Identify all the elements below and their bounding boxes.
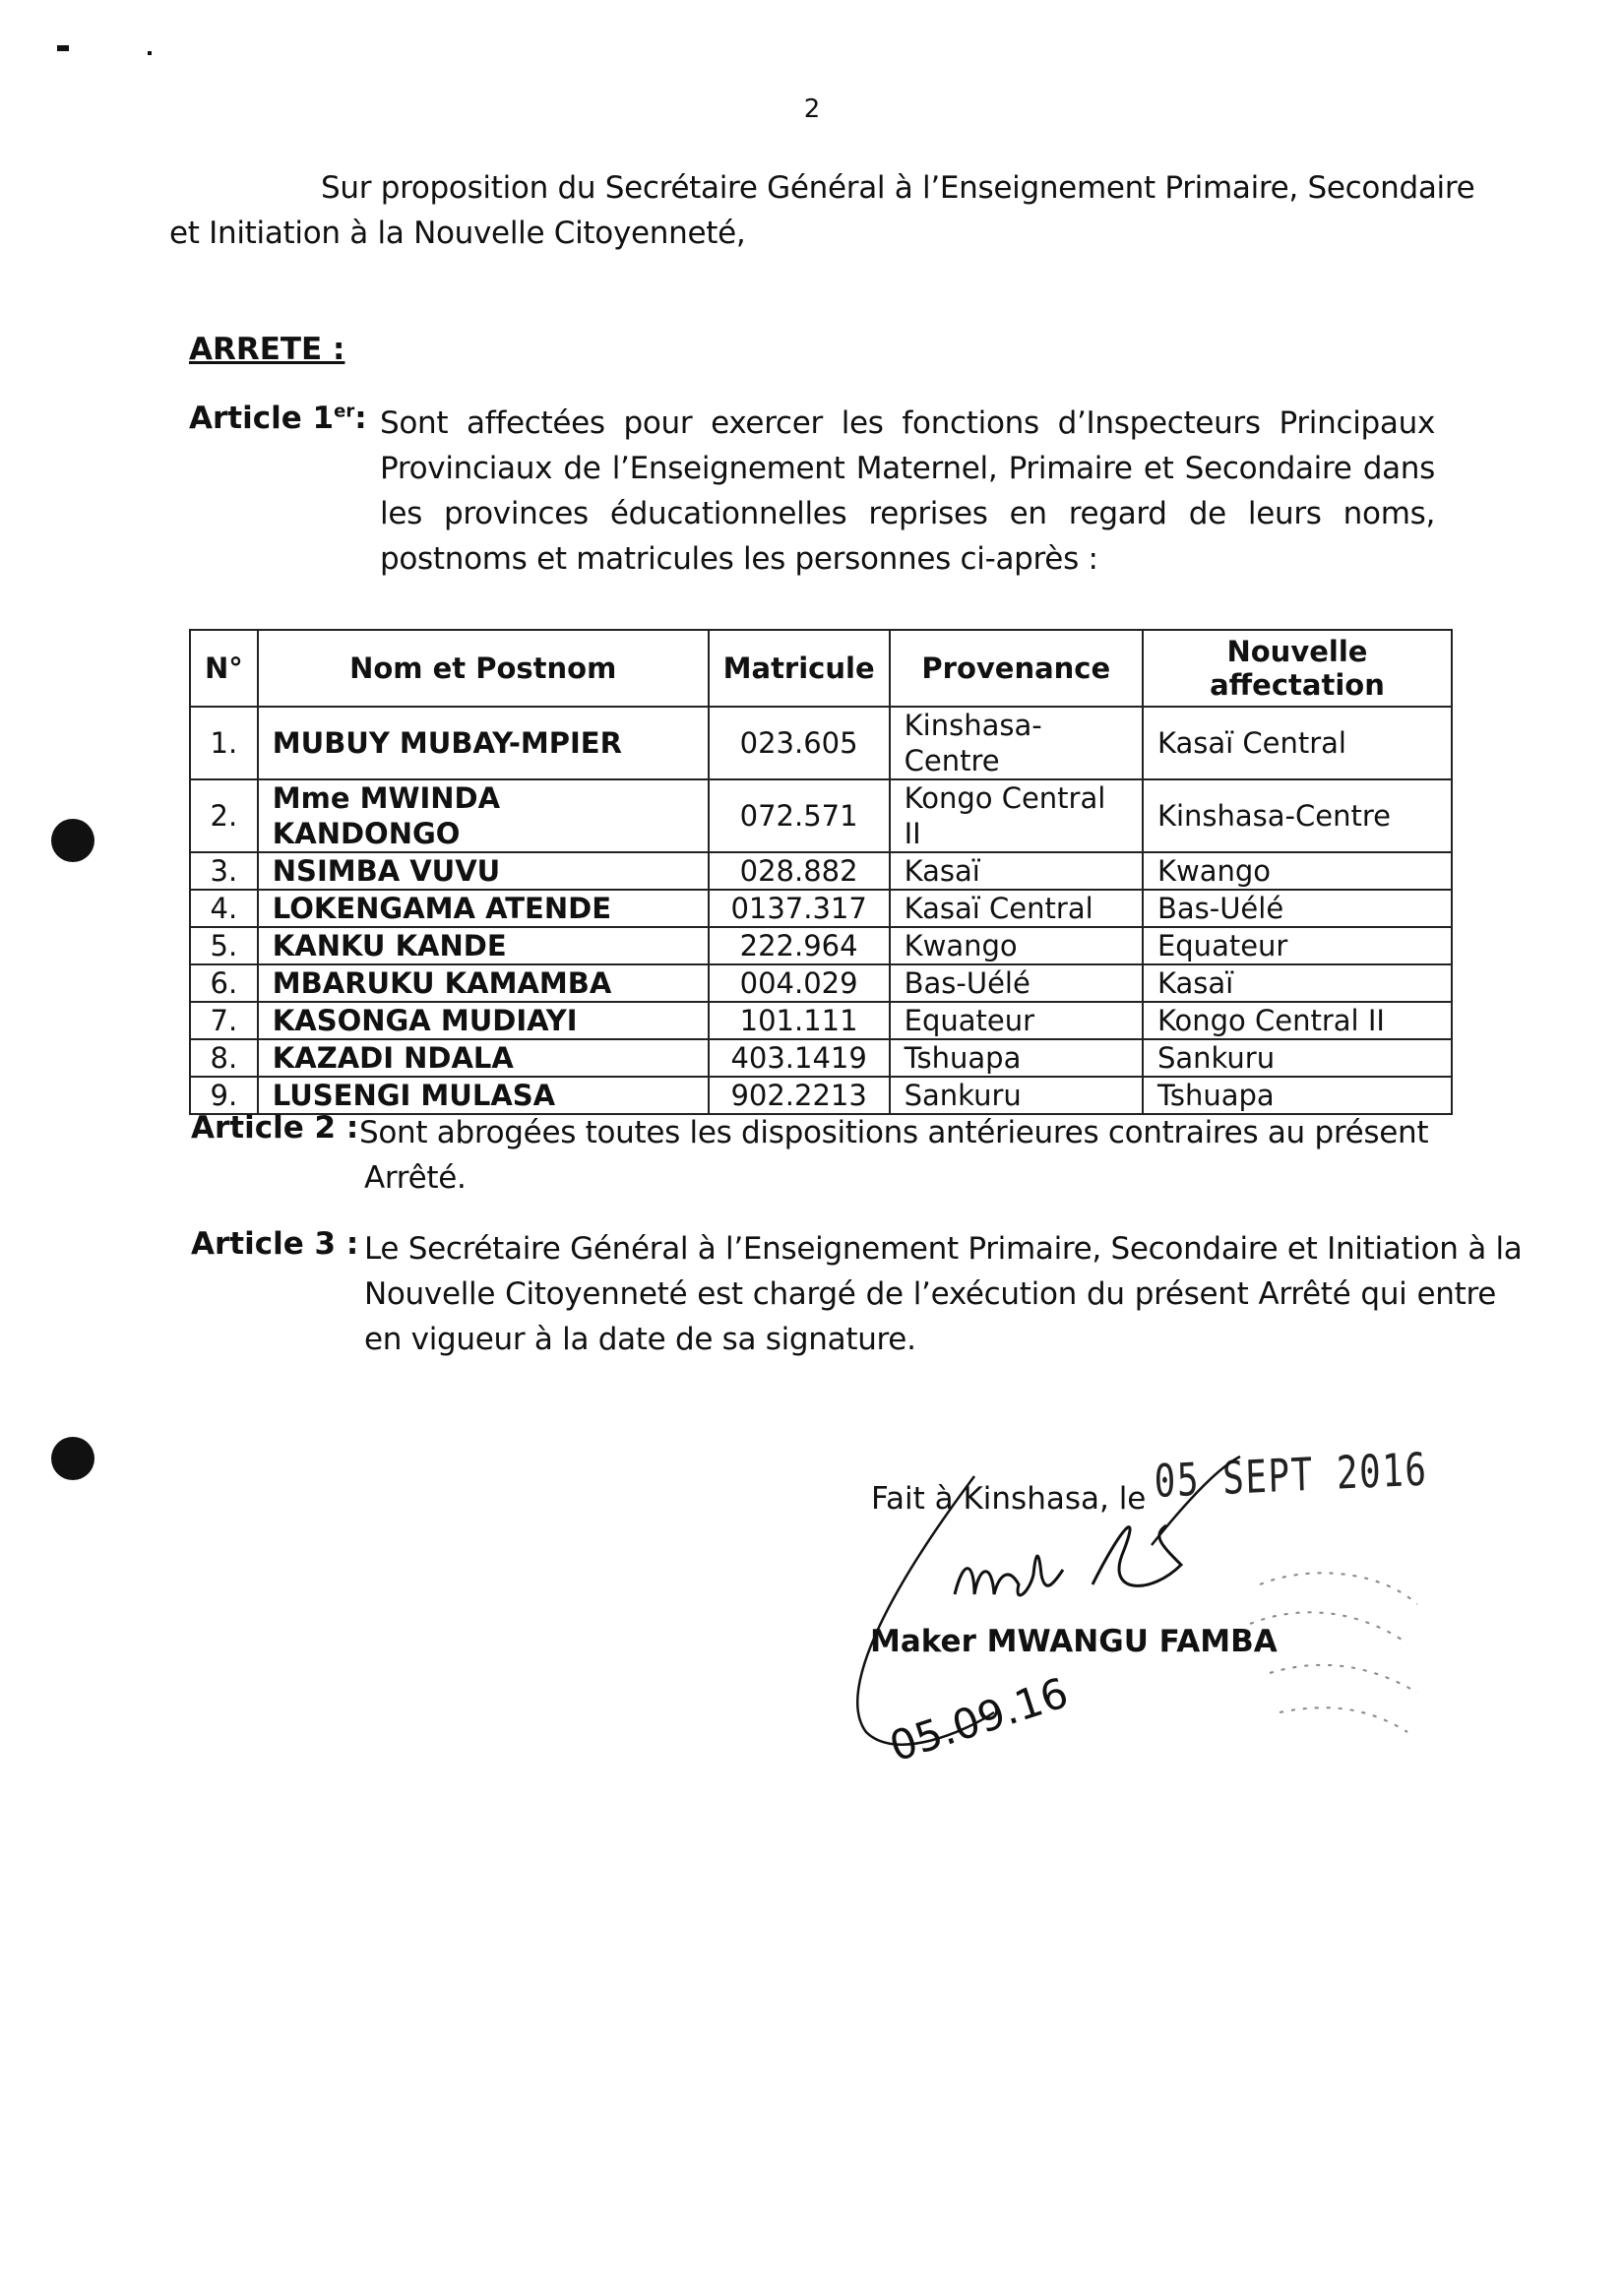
scan-artifact: [148, 51, 152, 55]
cell-name: KASONGA MUDIAYI: [258, 1002, 709, 1039]
decree-heading: ARRETE :: [189, 332, 345, 367]
table-row: [190, 1039, 1452, 1077]
cell-name: Mme MWINDA KANDONGO: [258, 779, 709, 852]
cell-affectation: Tshuapa: [1143, 1077, 1452, 1114]
scan-artifact: [57, 45, 69, 51]
table-header-row: [190, 630, 1452, 707]
article-3-text: [364, 1226, 1523, 1362]
cell-affectation: Equateur: [1143, 927, 1452, 964]
cell-affectation: Kasaï Central: [1143, 707, 1452, 779]
table-row: [190, 1002, 1452, 1039]
punch-hole-bottom: [51, 1437, 94, 1480]
faint-stamp: [1240, 1565, 1437, 1742]
cell-provenance: Sankuru: [890, 1077, 1143, 1114]
cell-num: 2.: [190, 779, 258, 852]
preamble-paragraph: [169, 165, 1478, 256]
preamble-line-1: Sur proposition du Secrétaire Général à l’Enseignement Primaire, Secondaire: [321, 170, 1475, 206]
table-row: [190, 707, 1452, 779]
header-provenance: Provenance: [890, 630, 1143, 707]
cell-provenance: Kasaï Central: [890, 890, 1143, 927]
article-2-line-1: Sont abrogées toutes les dispositions antérieures contraires au présent: [359, 1115, 1429, 1150]
cell-provenance: Kongo Central II: [890, 779, 1143, 852]
article-2-label: Article 2 :: [191, 1110, 359, 1146]
cell-name: KAZADI NDALA: [258, 1039, 709, 1077]
table-row: [190, 852, 1452, 890]
article-3-rest: Nouvelle Citoyenneté est chargé de l’exécution du présent Arrêté qui entre en vigueur à la date de sa signature.: [364, 1276, 1496, 1357]
article-3-label: Article 3 :: [191, 1226, 359, 1262]
cell-name: NSIMBA VUVU: [258, 852, 709, 890]
preamble-line-2: et Initiation à la Nouvelle Citoyenneté,: [169, 216, 746, 251]
cell-provenance: Kasaï: [890, 852, 1143, 890]
cell-matricule: 028.882: [709, 852, 890, 890]
cell-num: 1.: [190, 707, 258, 779]
header-name: Nom et Postnom: [258, 630, 709, 707]
cell-num: 3.: [190, 852, 258, 890]
table-row: [190, 779, 1452, 852]
cell-name: LOKENGAMA ATENDE: [258, 890, 709, 927]
cell-affectation: Kongo Central II: [1143, 1002, 1452, 1039]
cell-affectation: Sankuru: [1143, 1039, 1452, 1077]
table-row: [190, 927, 1452, 964]
article-3-line-1: Le Secrétaire Général à l’Enseignement Primaire, Secondaire et Initiation à la: [364, 1231, 1523, 1267]
cell-matricule: 101.111: [709, 1002, 890, 1039]
article-1-label: Article 1er:: [189, 401, 367, 436]
cell-num: 5.: [190, 927, 258, 964]
cell-num: 6.: [190, 964, 258, 1002]
handwritten-date: 05.09.16: [883, 1668, 1074, 1771]
table-row: [190, 964, 1452, 1002]
cell-matricule: 072.571: [709, 779, 890, 852]
cell-num: 9.: [190, 1077, 258, 1114]
cell-provenance: Bas-Uélé: [890, 964, 1143, 1002]
article-1-text: Sont affectées pour exercer les fonctions d’Inspecteurs Principaux Provinciaux de l’Enseignement Maternel, Primaire et Secondaire dans les provinces éducationnelles reprises en regard de leurs noms, postnoms et matricules les personnes ci-après :: [380, 405, 1435, 577]
cell-matricule: 222.964: [709, 927, 890, 964]
table-row: [190, 890, 1452, 927]
article-2-text: [359, 1110, 1442, 1201]
cell-name: MUBUY MUBAY-MPIER: [258, 707, 709, 779]
cell-matricule: 902.2213: [709, 1077, 890, 1114]
cell-matricule: 0137.317: [709, 890, 890, 927]
cell-affectation: Kinshasa-Centre: [1143, 779, 1452, 852]
cell-num: 8.: [190, 1039, 258, 1077]
cell-matricule: 403.1419: [709, 1039, 890, 1077]
cell-name: LUSENGI MULASA: [258, 1077, 709, 1114]
date-stamp: 05 SEPT 2016: [1154, 1442, 1429, 1508]
cell-provenance: Kwango: [890, 927, 1143, 964]
cell-num: 4.: [190, 890, 258, 927]
assignment-table: [189, 629, 1453, 1115]
cell-affectation: Bas-Uélé: [1143, 890, 1452, 927]
header-matricule: Matricule: [709, 630, 890, 707]
cell-name: KANKU KANDE: [258, 927, 709, 964]
cell-matricule: 004.029: [709, 964, 890, 1002]
cell-affectation: Kasaï: [1143, 964, 1452, 1002]
cell-num: 7.: [190, 1002, 258, 1039]
header-num: N°: [190, 630, 258, 707]
place-date-prefix: Fait à Kinshasa, le: [871, 1481, 1147, 1517]
cell-provenance: Kinshasa-Centre: [890, 707, 1143, 779]
article-2-line-2: Arrêté.: [364, 1160, 467, 1196]
header-affectation: Nouvelle affectation: [1143, 630, 1452, 707]
cell-name: MBARUKU KAMAMBA: [258, 964, 709, 1002]
cell-matricule: 023.605: [709, 707, 890, 779]
cell-provenance: Tshuapa: [890, 1039, 1143, 1077]
signatory-name: Maker MWANGU FAMBA: [870, 1624, 1278, 1659]
cell-affectation: Kwango: [1143, 852, 1452, 890]
cell-provenance: Equateur: [890, 1002, 1143, 1039]
punch-hole-top: [51, 819, 94, 862]
page-number: 2: [803, 94, 821, 124]
table-row: [190, 1077, 1452, 1114]
